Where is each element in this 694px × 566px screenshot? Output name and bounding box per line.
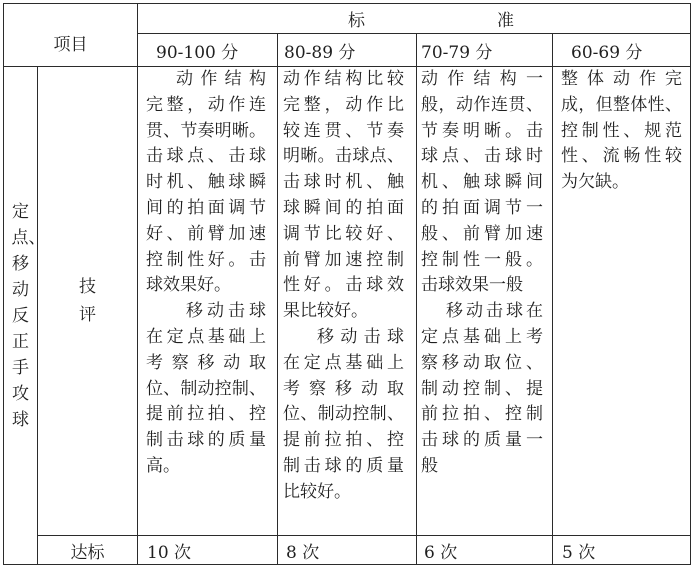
criteria-text-line: 整体动作完 bbox=[561, 69, 682, 89]
grade-range-header: 60-69 分 bbox=[553, 34, 690, 67]
criteria-text-line: 为欠缺。 bbox=[561, 172, 629, 193]
criteria-text-line: 击球时机、触 bbox=[283, 172, 404, 193]
criteria-text-line: 果比较好。 bbox=[283, 301, 368, 322]
criteria-text-line: 性好。击球效 bbox=[283, 275, 404, 296]
criteria-paragraph bbox=[561, 67, 682, 196]
technique-criteria-cell bbox=[553, 67, 690, 536]
criteria-text-line: 击球效果一般 bbox=[421, 275, 523, 296]
criteria-text-line: 般，动作连贯、 bbox=[421, 94, 543, 115]
criteria-text-line: 节奏明晰。击 bbox=[421, 120, 543, 141]
criteria-paragraph bbox=[421, 67, 543, 299]
criteria-text-line: 在定点基础上 bbox=[283, 352, 404, 373]
item-header: 项目 bbox=[4, 4, 138, 67]
criteria-text-line: 移动击球 bbox=[317, 326, 404, 347]
criteria-text-line: 动作结构比较 bbox=[283, 69, 404, 89]
criteria-text-line: 完整，动作比 bbox=[283, 94, 404, 115]
criteria-text-line: 球瞬间的拍面 bbox=[283, 197, 404, 218]
criteria-text-line: 动作结构 bbox=[176, 69, 266, 89]
criteria-paragraph bbox=[146, 299, 266, 480]
criteria-text-line: 控制性、规范 bbox=[561, 120, 682, 141]
target-row-label: 达标 bbox=[38, 536, 138, 564]
criteria-text-line: 好、前臂加速 bbox=[146, 223, 266, 244]
criteria-text-line: 球点、击球时 bbox=[421, 146, 543, 167]
standard-header: 标准 bbox=[138, 4, 690, 34]
target-count-cell: 8 次 bbox=[278, 536, 417, 564]
criteria-text-line: 考察移动取 bbox=[146, 352, 266, 373]
grade-range-header: 80-89 分 bbox=[278, 34, 417, 67]
criteria-paragraph bbox=[283, 325, 404, 506]
criteria-text-line: 般、前臂加速 bbox=[421, 223, 543, 244]
criteria-paragraph bbox=[283, 67, 404, 325]
event-category-cell bbox=[4, 67, 46, 564]
criteria-text-line: 击球点、击球 bbox=[146, 146, 266, 167]
criteria-paragraph bbox=[146, 67, 266, 299]
criteria-text-line: 击球的质量一 bbox=[421, 430, 543, 451]
criteria-paragraph bbox=[421, 299, 543, 480]
technique-criteria-cell bbox=[138, 67, 278, 536]
criteria-text-line: 控制性一般。 bbox=[421, 249, 543, 270]
criteria-text-line: 较连贯、节奏 bbox=[283, 120, 404, 141]
target-count-cell: 6 次 bbox=[417, 536, 553, 564]
criteria-text-line: 考察移动取 bbox=[283, 378, 404, 399]
criteria-text-line: 调节比较好、 bbox=[283, 223, 404, 244]
criteria-text-line: 在定点基础上 bbox=[146, 326, 266, 347]
criteria-text-line: 前拉拍、控制 bbox=[421, 404, 543, 425]
criteria-text-line: 制击球的质量 bbox=[146, 430, 266, 451]
criteria-text-line: 移动击球在 bbox=[446, 301, 543, 322]
criteria-text-line: 明晰。击球点、 bbox=[283, 146, 404, 167]
criteria-text-line: 控制性好。击 bbox=[146, 249, 266, 270]
criteria-text-line: 时机、触球瞬 bbox=[146, 172, 266, 193]
criteria-text-line: 提前拉拍、控 bbox=[283, 430, 404, 451]
criteria-text-line: 移动击球 bbox=[186, 301, 266, 322]
technique-criteria-cell bbox=[278, 67, 417, 536]
target-count-cell: 10 次 bbox=[138, 536, 278, 564]
criteria-text-line: 比较好。 bbox=[283, 481, 351, 502]
criteria-text-line: 提前拉拍、控 bbox=[146, 404, 266, 425]
criteria-text-line: 前臂加速控制 bbox=[283, 249, 404, 270]
criteria-text-line: 察移动取位、 bbox=[421, 352, 543, 373]
criteria-text-line: 位、制动控制、 bbox=[146, 378, 266, 399]
criteria-text-line: 动作结构一 bbox=[421, 69, 543, 89]
criteria-text-line: 性、流畅性较 bbox=[561, 146, 682, 167]
criteria-text-line: 球效果好。 bbox=[146, 275, 231, 296]
technique-criteria-cell bbox=[417, 67, 553, 536]
technique-row-cell bbox=[38, 67, 138, 536]
criteria-text-line: 般 bbox=[421, 455, 438, 476]
criteria-text-line: 定点基础上考 bbox=[421, 326, 543, 347]
event-category-label: 定点、移动反正手攻球 bbox=[11, 201, 46, 430]
criteria-table bbox=[3, 3, 691, 565]
criteria-text-line: 制击球的质量 bbox=[283, 455, 404, 476]
technique-row-label: 技评 bbox=[79, 277, 96, 325]
criteria-text-line: 制动控制、提 bbox=[421, 378, 543, 399]
criteria-text-line: 完整，动作连 bbox=[146, 94, 266, 115]
criteria-text-line: 贯、节奏明晰。 bbox=[146, 120, 266, 141]
criteria-text-line: 高。 bbox=[146, 455, 180, 476]
criteria-text-line: 机、触球瞬间 bbox=[421, 172, 543, 193]
target-count-cell: 5 次 bbox=[562, 542, 596, 563]
criteria-text-line: 间的拍面调节 bbox=[146, 197, 266, 218]
criteria-text-line: 的拍面调节一 bbox=[421, 197, 543, 218]
criteria-text-line: 位、制动控制、 bbox=[283, 404, 404, 425]
criteria-text-line: 成，但整体性、 bbox=[561, 94, 682, 115]
grade-range-header: 90-100 分 bbox=[138, 34, 278, 67]
grade-range-header: 70-79 分 bbox=[417, 34, 553, 67]
